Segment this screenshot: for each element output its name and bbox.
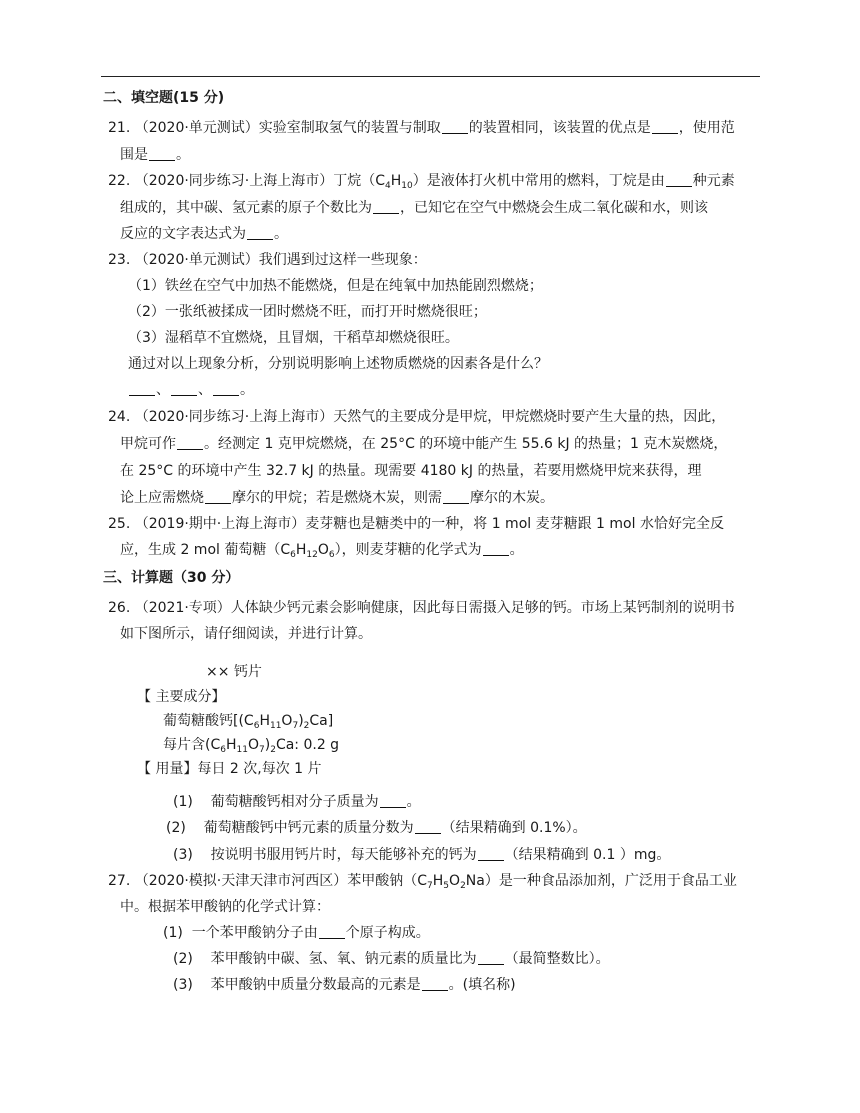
question-number: 24. [108,409,131,425]
question-text: 。 [274,226,288,242]
question-number: 26. [108,600,131,616]
label-dosage: 【 用量】每日 2 次,每次 1 片 [137,761,322,777]
question-22-line-1 [108,171,735,191]
answer-blank[interactable] [443,489,469,504]
question-27-line-1 [108,871,737,891]
subscript: 6 [328,550,335,560]
answer-blank[interactable] [149,146,175,161]
question-number: 22. [108,173,131,189]
subscript: 12 [306,550,318,560]
separator: 、 [156,382,170,398]
formula-text: O [247,737,259,753]
question-text: （最简整数比）。 [504,951,610,967]
question-text: 。 [176,147,190,163]
question-text: 。经测定 1 克甲烷燃烧，在 25°C 的环境中能产生 55.6 kJ 的热量；1 克木炭燃烧， [204,436,728,452]
question-text: ），则麦芽糖的化学式为 [334,542,482,558]
question-text: 组成的，其中碳、氢元素的原子个数比为 [120,200,372,216]
question-26-line-1 [108,598,735,618]
answer-blank[interactable] [666,172,692,187]
answer-blank[interactable] [380,793,406,808]
question-text: 论上应需燃烧 [120,490,204,506]
part-number: (2) [173,951,193,967]
question-26-part-1 [173,792,421,812]
question-21-line-1 [108,118,735,138]
question-text: 苯甲酸钠中碳、氢、氧、钠元素的质量比为 [210,951,477,967]
question-27-part-2 [173,949,610,969]
answer-blank[interactable] [247,225,273,240]
question-26-part-2 [166,818,587,838]
question-text: 。(填名称) [448,977,516,993]
question-22-line-2 [120,198,708,218]
question-text: 按说明书服用钙片时，每天能够补充的钙为 [210,847,477,863]
question-text: （结果精确到 0.1 ）mg。 [504,847,671,863]
header-rule [101,76,760,77]
question-text: 围是 [120,147,148,163]
question-24-line-1 [108,407,725,427]
subscript: 6 [220,745,226,755]
subscript: 6 [290,550,296,560]
question-text: H [295,542,307,558]
question-23-answers [128,380,254,400]
question-text: 反应的文字表达式为 [120,226,246,242]
question-text: 甲烷可作 [120,436,176,452]
label-ingredient-2 [163,735,339,755]
label-ingredient-1 [163,711,333,731]
question-number: 25. [108,516,131,532]
question-25-line-1 [108,514,724,534]
question-27-part-3 [173,975,516,995]
section-title-calculation: 三、计算题（30 分） [103,570,240,586]
question-text: 应，生成 2 mol 葡萄糖（C [120,542,291,558]
part-number: (1) [163,925,183,941]
question-text: H [390,173,402,189]
question-number: 23. [108,252,131,268]
formula-text: 每片含(C [163,737,221,753]
answer-blank[interactable] [478,846,504,861]
question-number: 21. [108,120,131,136]
formula-text: Ca: 0.2 g [275,737,340,753]
question-27-part-1 [163,923,430,943]
question-text: 葡萄糖酸钙中钙元素的质量分数为 [203,820,414,836]
formula-text: Ca] [309,713,334,729]
subscript: 5 [443,881,450,891]
question-text: O [317,542,329,558]
question-text: ）是液体打火机中常用的燃料，丁烷是由 [412,173,665,189]
label-title: ×× 钙片 [206,664,262,680]
question-24-line-4 [120,488,554,508]
question-23-line-1 [108,250,427,270]
formula-text: ) [298,713,304,729]
answer-blank[interactable] [442,119,468,134]
section-title-fill-blank: 二、填空题(15 分) [103,90,225,106]
question-24-line-2 [120,434,727,454]
part-number: (2) [166,820,186,836]
answer-blank[interactable] [483,541,509,556]
question-text: 个原子构成。 [345,925,430,941]
question-26-part-3 [173,845,670,865]
question-text: （2020·模拟·天津天津市河西区）苯甲酸钠（C [134,873,428,889]
subscript: 2 [303,721,310,731]
subscript: 11 [236,745,248,755]
question-text: 。 [509,542,524,558]
question-text: （2020·同步练习·上海上海市）天然气的主要成分是甲烷，甲烷燃烧时要产生大量的热，因此， [134,409,726,425]
formula-text: ) [264,737,271,753]
answer-blank[interactable] [129,381,155,396]
answer-blank[interactable] [415,819,441,834]
question-text: 种元素 [692,173,735,189]
question-text: （2020·同步练习·上海上海市）丁烷（C [134,173,386,189]
answer-blank[interactable] [478,950,504,965]
part-number: (1) [173,794,193,810]
question-24-line-3: 在 25°C 的环境中产生 32.7 kJ 的热量。现需要 4180 kJ 的热量，若要用燃烧甲烷来获得，理 [120,463,702,479]
question-21-line-2 [120,145,190,165]
answer-blank[interactable] [205,489,231,504]
subscript: 7 [427,881,433,891]
formula-text: H [225,737,237,753]
answer-blank[interactable] [177,435,203,450]
separator: 、 [198,382,212,398]
question-23-item-3: （3）湿稻草不宜燃烧，且冒烟，干稻草却燃烧很旺。 [128,330,459,346]
question-number: 27. [108,873,131,889]
answer-blank[interactable] [319,924,345,939]
answer-blank[interactable] [422,976,448,991]
formula-text: H [259,713,270,729]
question-23-prompt: 通过对以上现象分析，分别说明影响上述物质燃烧的因素各是什么？ [128,356,548,372]
question-text: 的装置相同，该装置的优点是 [468,120,651,136]
question-text: （2020·单元测试）我们遇到过这样一些现象： [134,252,427,268]
answer-blank[interactable] [373,199,399,214]
question-23-item-2: （2）一张纸被揉成一团时燃烧不旺，而打开时燃烧很旺； [128,304,487,320]
question-text: ，使用范 [678,120,735,136]
answer-blank[interactable] [652,119,678,134]
question-text: （2020·单元测试）实验室制取氢气的装置与制取 [134,120,441,136]
question-text: （结果精确到 0.1%）。 [441,820,587,836]
part-number: (3) [173,847,193,863]
question-25-line-2 [120,540,524,560]
question-text: ，已知它在空气中燃烧会生成二氧化碳和水，则该 [400,200,708,216]
subscript: 7 [292,721,299,731]
question-23-item-1: （1）铁丝在空气中加热不能燃烧，但是在纯氧中加热能剧烈燃烧； [128,278,543,294]
answer-blank[interactable] [213,381,239,396]
subscript: 2 [460,881,466,891]
subscript: 4 [385,181,391,191]
question-text: 摩尔的木炭。 [470,490,554,506]
question-26-line-2: 如下图所示，请仔细阅读，并进行计算。 [120,626,372,642]
subscript: 6 [253,721,260,731]
part-number: (3) [173,977,193,993]
subscript: 7 [259,745,265,755]
question-text: （2021·专项）人体缺少钙元素会影响健康，因此每日需摄入足够的钙。市场上某钙制剂的说明书 [134,600,735,616]
formula-text: O [281,713,293,729]
label-ingredients-heading: 【 主要成分】 [137,689,226,705]
question-text: 摩尔的甲烷；若是燃烧木炭，则需 [232,490,442,506]
question-text: 一个苯甲酸钠分子由 [191,925,318,941]
answer-blank[interactable] [171,381,197,396]
formula-text: 葡萄糖酸钙[(C [163,713,254,729]
subscript: 10 [401,181,413,191]
question-text: O [449,873,461,889]
question-text: Na）是一种食品添加剂，广泛用于食品工业 [465,873,737,889]
question-text: 。 [406,794,421,810]
separator: 。 [240,382,254,398]
question-22-line-3 [120,224,288,244]
question-27-line-2: 中。根据苯甲酸钠的化学式计算： [120,899,330,915]
question-text: 苯甲酸钠中质量分数最高的元素是 [210,977,421,993]
question-text: 葡萄糖酸钙相对分子质量为 [210,794,379,810]
question-text: H [432,873,444,889]
question-text: （2019·期中·上海上海市）麦芽糖也是糖类中的一种，将 1 mol 麦芽糖跟 1 mol 水恰好完全反 [134,516,724,532]
subscript: 2 [270,745,276,755]
subscript: 11 [269,721,282,731]
